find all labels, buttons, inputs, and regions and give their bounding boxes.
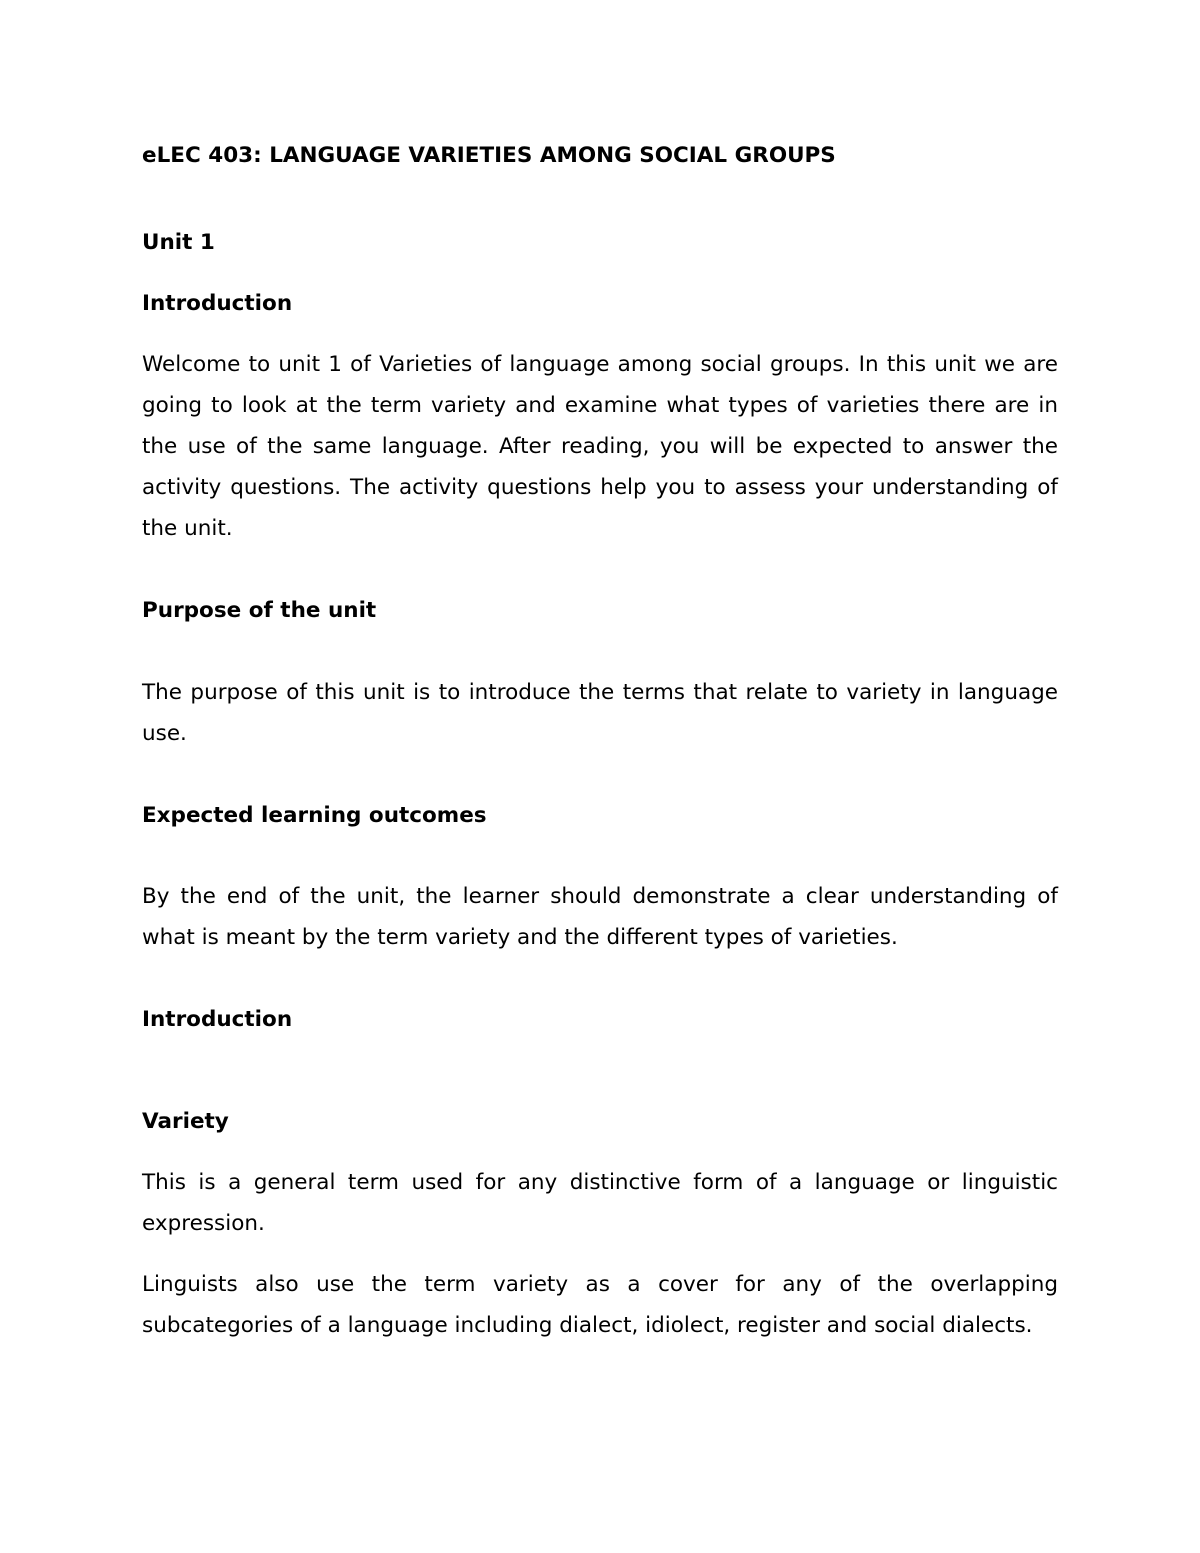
unit-label: Unit 1: [142, 230, 215, 255]
variety-linguists-paragraph: Linguists also use the term variety as a cover for any of the overlapping subcategories of a language including dialect, idiolect, register and social dialects.: [142, 1272, 1058, 1338]
document-title: eLEC 403: LANGUAGE VARIETIES AMONG SOCIAL GROUPS: [142, 143, 836, 168]
introduction-paragraph: Welcome to unit 1 of Varieties of language among social groups. In this unit we are going to look at the term variety and examine what types of varieties there are in the use of the same language. After reading, you will be expected to answer the activity questions. The activity questions help you to assess your understanding of the unit.: [142, 352, 1058, 541]
introduction-heading: Introduction: [142, 291, 293, 316]
variety-definition-paragraph: This is a general term used for any distinctive form of a language or linguistic expression.: [142, 1170, 1058, 1236]
purpose-paragraph: The purpose of this unit is to introduce the terms that relate to variety in language use.: [142, 680, 1058, 746]
outcomes-heading: Expected learning outcomes: [142, 803, 487, 828]
outcomes-paragraph: By the end of the unit, the learner should demonstrate a clear understanding of what is meant by the term variety and the different types of varieties.: [142, 884, 1058, 950]
introduction-heading-2: Introduction: [142, 1007, 293, 1032]
variety-heading: Variety: [142, 1109, 229, 1134]
purpose-heading: Purpose of the unit: [142, 598, 377, 623]
